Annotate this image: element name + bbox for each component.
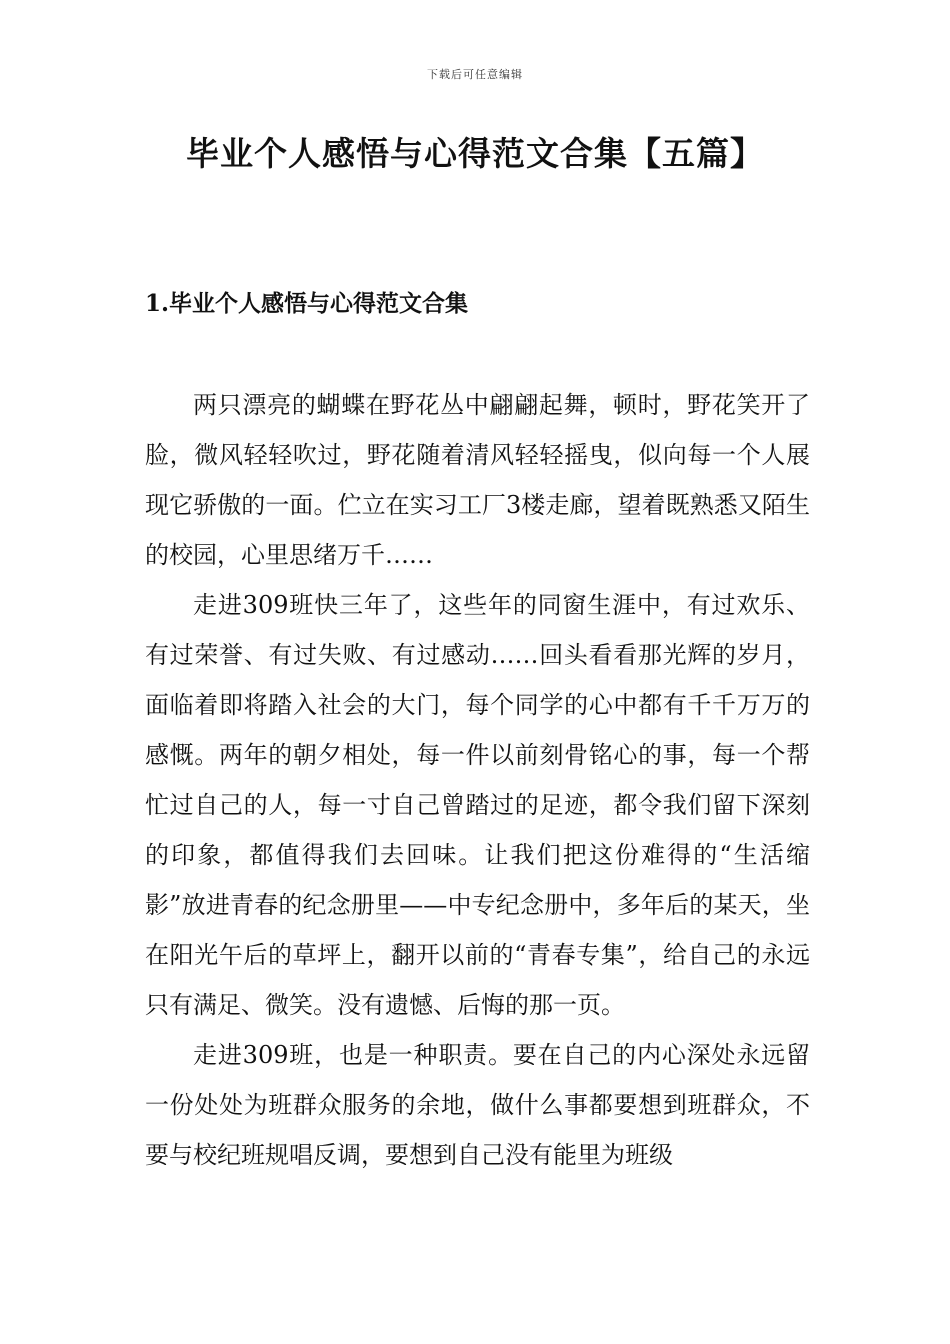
paragraph: 走进309班快三年了，这些年的同窗生涯中，有过欢乐、有过荣誉、有过失败、有过感动……回头看看那光辉的岁月，面临着即将踏入社会的大门，每个同学的心中都有千千万万的感慨。两年的朝夕相处，每一件以前刻骨铭心的事，每一个帮忙过自己的人，每一寸自己曾踏过的足迹，都令我们留下深刻的印象，都值得我们去回味。让我们把这份难得的“生活缩影”放进青春的纪念册里——中专纪念册中，多年后的某天，坐在阳光午后的草坪上，翻开以前的“青春专集”，给自己的永远只有满足、微笑。没有遗憾、后悔的那一页。 — [145, 591, 810, 1019]
body-text — [145, 380, 810, 1180]
section-heading: 1.毕业个人感悟与心得范文合集 — [145, 290, 469, 317]
paragraph: 走进309班，也是一种职责。要在自己的内心深处永远留一份处处为班群众服务的余地，做什么事都要想到班群众，不要与校纪班规唱反调，要想到自己没有能里为班级 — [145, 1041, 810, 1169]
document-title: 毕业个人感悟与心得范文合集【五篇】 — [186, 134, 764, 173]
paragraph: 两只漂亮的蝴蝶在野花丛中翩翩起舞，顿时，野花笑开了脸，微风轻轻吹过，野花随着清风轻轻摇曳，似向每一个人展现它骄傲的一面。伫立在实习工厂3楼走廊，望着既熟悉又陌生的校园，心里思绪万千…… — [145, 391, 810, 569]
header-note: 下载后可任意编辑 — [427, 68, 523, 81]
